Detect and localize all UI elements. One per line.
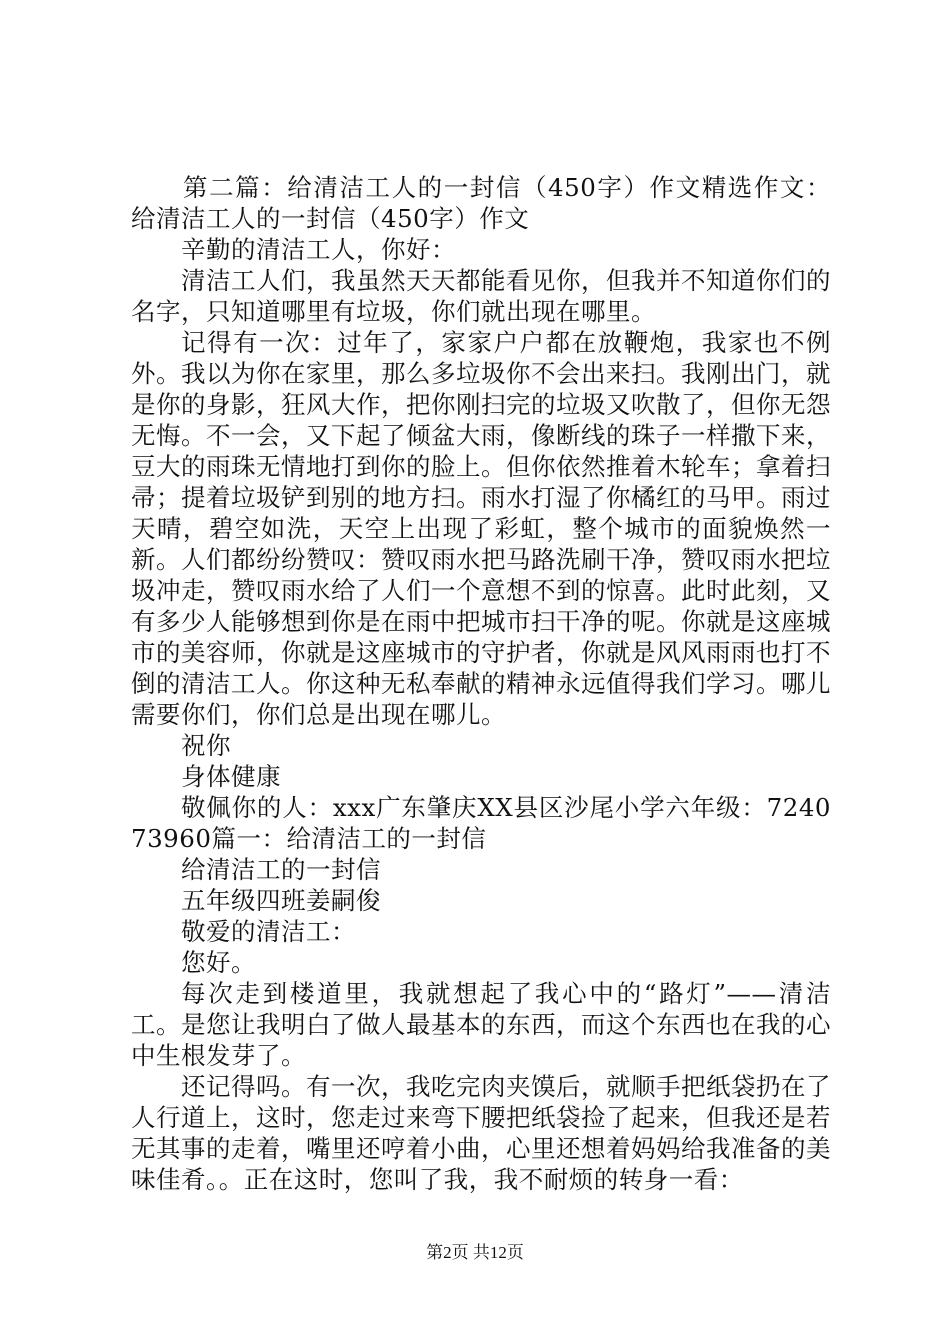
body-paragraph: 清洁工人们，我虽然天天都能看见你，但我并不知道你们的名字，只知道哪里有垃圾，你们就出现在哪里。	[131, 266, 831, 326]
heading-paragraph: 第二篇：给清洁工人的一封信（450字）作文精选作文：给清洁工人的一封信（450字）作文	[131, 173, 831, 233]
salutation-paragraph: 辛勤的清洁工人，你好：	[181, 235, 456, 264]
page-number: 第2页 共12页	[426, 1243, 524, 1262]
document-body	[131, 172, 831, 1195]
author-line: 五年级四班姜嗣俊	[181, 886, 381, 915]
body-paragraph: 每次走到楼道里，我就想起了我心中的“路灯”——清洁工。是您让我明白了做人最基本的东西，而这个东西也在我的心中生根发芽了。	[131, 979, 831, 1070]
salutation-paragraph: 敬爱的清洁工：	[181, 917, 356, 946]
body-paragraph: 记得有一次：过年了，家家户户都在放鞭炮，我家也不例外。我以为你在家里，那么多垃圾你不会出来扫。我刚出门，就是你的身影，狂风大作，把你刚扫完的垃圾又吹散了，但你无怨无悔。不一会，又下起了倾盆大雨，像断线的珠子一样撒下来，豆大的雨珠无情地打到你的脸上。但你依然推着木轮车；拿着扫帚；提着垃圾铲到别的地方扫。雨水打湿了你橘红的马甲。雨过天晴，碧空如洗，天空上出现了彩虹，整个城市的面貌焕然一新。人们都纷纷赞叹：赞叹雨水把马路洗刷干净，赞叹雨水把垃圾冲走，赞叹雨水给了人们一个意想不到的惊喜。此时此刻，又有多少人能够想到你是在雨中把城市扫干净的呢。你就是这座城市的美容师，你就是这座城市的守护者，你就是风风雨雨也打不倒的清洁工人。你这种无私奉献的精神永远值得我们学习。哪儿需要你们，你们总是出现在哪儿。	[131, 328, 831, 729]
closing-line: 祝你	[181, 731, 231, 760]
body-paragraph: 还记得吗。有一次，我吃完肉夹馍后，就顺手把纸袋扔在了人行道上，这时，您走过来弯下腰把纸袋捡了起来，但我还是若无其事的走着，嘴里还哼着小曲，心里还想着妈妈给我准备的美味佳肴。。正在这时，您叫了我，我不耐烦的转身一看：	[131, 1072, 831, 1194]
signature-paragraph: 敬佩你的人：xxx广东肇庆XX县区沙尾小学六年级：724073960篇一：给清洁工的一封信	[131, 793, 831, 853]
closing-line: 身体健康	[181, 762, 281, 791]
letter-title: 给清洁工的一封信	[181, 855, 381, 884]
greeting-line: 您好。	[181, 948, 256, 977]
